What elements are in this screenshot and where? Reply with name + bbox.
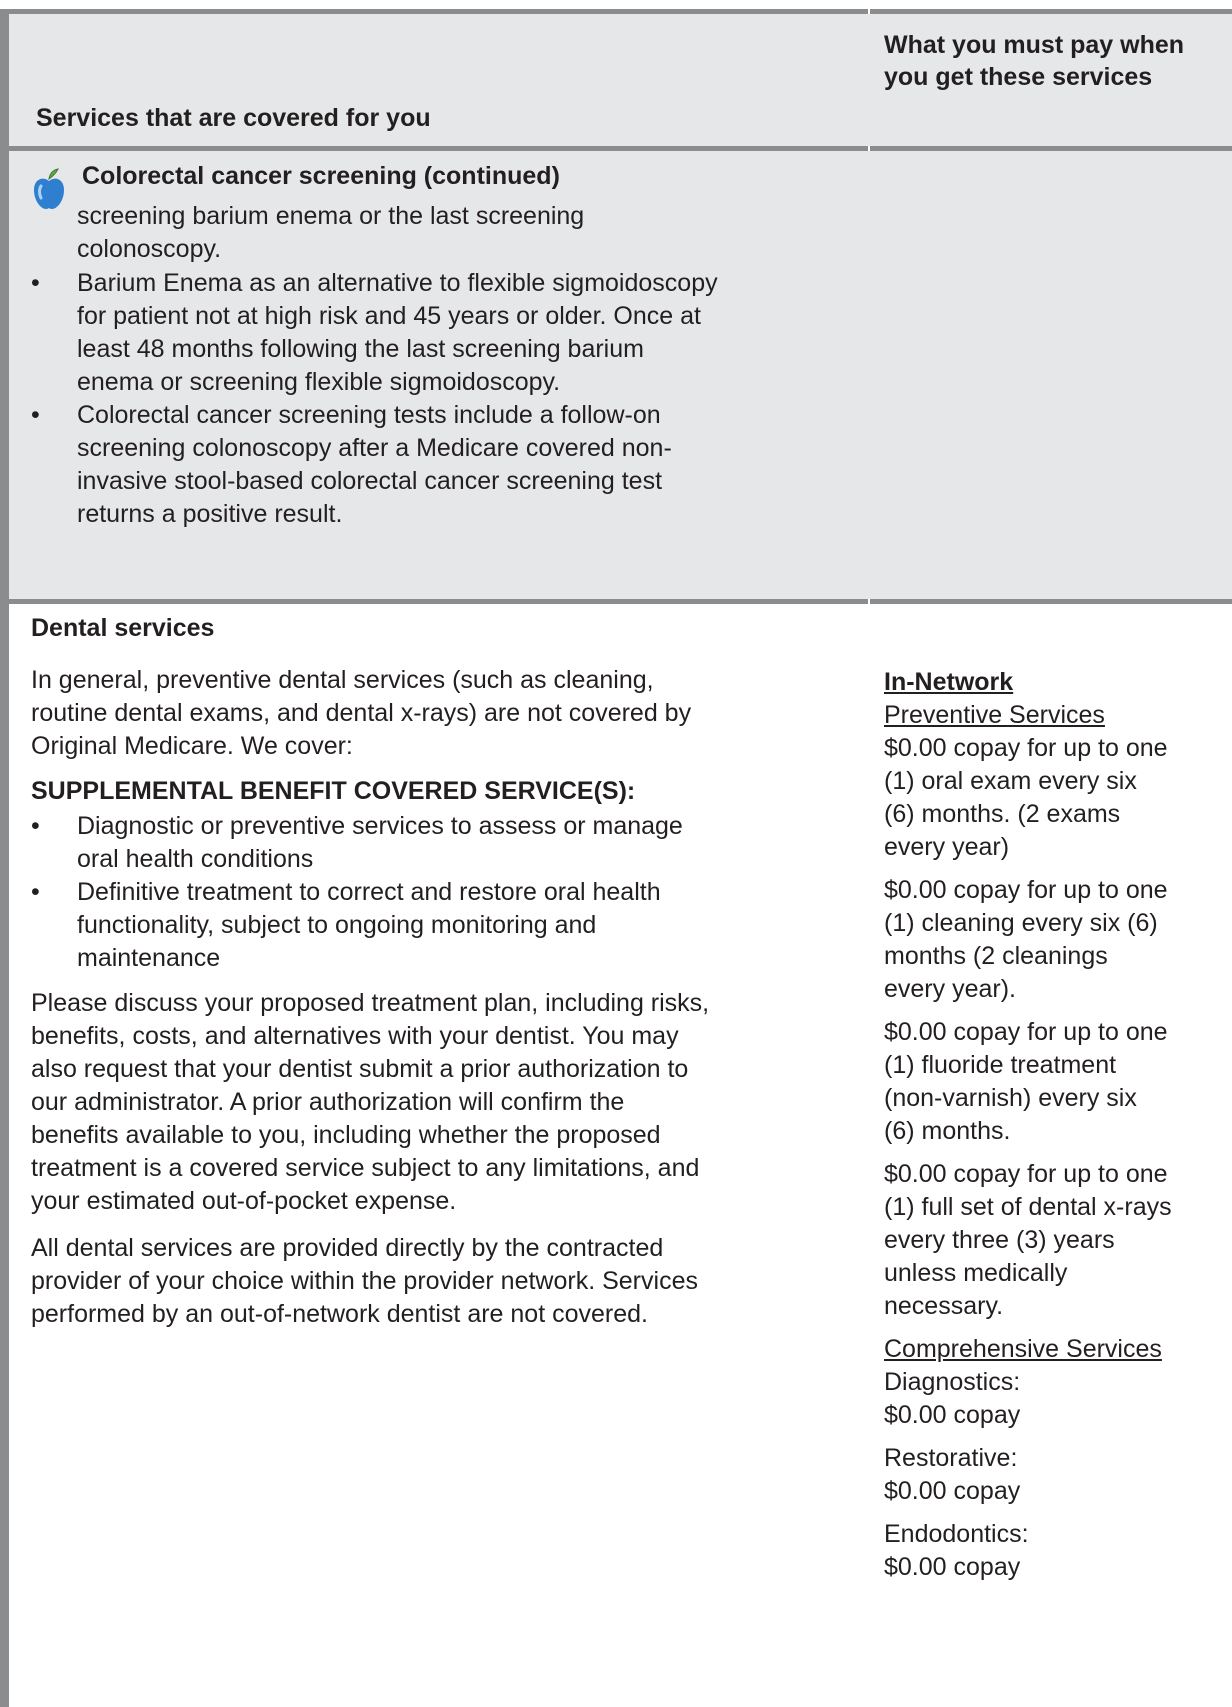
paragraph-line: provider of your choice within the provider network. Services [31, 1267, 698, 1295]
paragraph-line: benefits, costs, and alternatives with your dentist. You may [31, 1022, 679, 1050]
list-item-line: returns a positive result. [77, 500, 343, 528]
comprehensive-services-label: Comprehensive Services [884, 1335, 1162, 1363]
cost-line: unless medically [884, 1259, 1068, 1287]
cost-line: $0.00 copay [884, 1477, 1021, 1505]
cost-item [884, 1366, 1229, 1432]
list-item-line: invasive stool-based colorectal cancer screening test [77, 467, 663, 495]
cost-line: $0.00 copay for up to one [884, 1160, 1168, 1188]
paragraph-line: performed by an out-of-network dentist are not covered. [31, 1300, 648, 1328]
paragraph-line: our administrator. A prior authorization will confirm the [31, 1088, 625, 1116]
colorectal-bullet-list [31, 267, 831, 531]
list-item-line: maintenance [77, 944, 221, 972]
cost-line: $0.00 copay for up to one [884, 734, 1168, 762]
column-separator-header [868, 146, 870, 151]
cost-line: every year). [884, 975, 1016, 1003]
cost-line: $0.00 copay [884, 1401, 1021, 1429]
cost-line: (6) months. (2 exams [884, 800, 1121, 828]
list-item-line: functionality, subject to ongoing monitoring and [77, 911, 597, 939]
colorectal-intro-line: screening barium enema or the last screening [77, 202, 585, 230]
cost-line: (6) months. [884, 1117, 1011, 1145]
list-item-line: oral health conditions [77, 845, 314, 873]
dental-title: Dental services [31, 614, 215, 642]
list-item-line: • Barium Enema as an alternative to flexible sigmoidoscopy [77, 269, 718, 297]
list-item-line: screening colonoscopy after a Medicare covered non- [77, 434, 672, 462]
list-item-line: • Definitive treatment to correct and restore oral health [77, 878, 661, 906]
column-separator-top [868, 9, 870, 14]
list-item [31, 810, 831, 876]
cost-item [884, 732, 1229, 864]
cost-line: necessary. [884, 1292, 1004, 1320]
table-left-border [0, 9, 9, 1707]
list-item-line: • Diagnostic or preventive services to assess or manage [77, 812, 683, 840]
column-separator-row [868, 599, 870, 604]
column-header-services: Services that are covered for you [36, 104, 431, 132]
cost-item [884, 1016, 1229, 1148]
cost-item [884, 1518, 1229, 1584]
cost-line: Diagnostics: [884, 1368, 1021, 1396]
dental-cost-column [884, 666, 1229, 1594]
apple-icon [32, 168, 66, 210]
cost-item [884, 1158, 1229, 1323]
colorectal-intro [77, 200, 584, 266]
cost-line: (non-varnish) every six [884, 1084, 1137, 1112]
paragraph-line: routine dental exams, and dental x-rays) are not covered by [31, 699, 692, 727]
cost-line: months (2 cleanings [884, 942, 1108, 970]
cost-line: $0.00 copay for up to one [884, 1018, 1168, 1046]
list-item-line: enema or screening flexible sigmoidoscopy. [77, 368, 561, 396]
paragraph-line: benefits available to you, including whether the proposed [31, 1121, 661, 1149]
paragraph-line: In general, preventive dental services (such as cleaning, [31, 666, 654, 694]
list-item [31, 876, 831, 975]
dental-bullet-list [31, 810, 831, 975]
cost-line: (1) full set of dental x-rays [884, 1193, 1172, 1221]
cost-line: Endodontics: [884, 1520, 1029, 1548]
paragraph-line: also request that your dentist submit a prior authorization to [31, 1055, 689, 1083]
row-divider [0, 599, 1232, 604]
colorectal-title: Colorectal cancer screening (continued) [82, 162, 560, 190]
in-network-label: In-Network [884, 668, 1014, 696]
cost-line: (1) fluoride treatment [884, 1051, 1117, 1079]
cost-line: (1) oral exam every six [884, 767, 1137, 795]
colorectal-intro-line: colonoscopy. [77, 235, 222, 263]
list-item-line: • Colorectal cancer screening tests include a follow-on [77, 401, 661, 429]
cost-line: every three (3) years [884, 1226, 1115, 1254]
cost-line: (1) cleaning every six (6) [884, 909, 1158, 937]
cost-item [884, 874, 1229, 1006]
paragraph-line: your estimated out-of-pocket expense. [31, 1187, 457, 1215]
preventive-services-label: Preventive Services [884, 701, 1105, 729]
paragraph-line: Original Medicare. We cover: [31, 732, 353, 760]
list-item [31, 399, 831, 531]
paragraph-line: Please discuss your proposed treatment plan, including risks, [31, 989, 710, 1017]
cost-line: Restorative: [884, 1444, 1018, 1472]
cost-item [884, 1442, 1229, 1508]
dental-paragraph-network [31, 1232, 698, 1331]
dental-intro [31, 664, 691, 763]
list-item [31, 267, 831, 399]
cost-line: $0.00 copay [884, 1553, 1021, 1581]
paragraph-line: treatment is a covered service subject to any limitations, and [31, 1154, 700, 1182]
paragraph-line: All dental services are provided directly by the contracted [31, 1234, 664, 1262]
column-header-cost: What you must pay when you get these services [884, 31, 1185, 91]
dental-paragraph-authorization [31, 987, 709, 1218]
cost-line: $0.00 copay for up to one [884, 876, 1168, 904]
list-item-line: least 48 months following the last screening barium [77, 335, 644, 363]
supplemental-heading: SUPPLEMENTAL BENEFIT COVERED SERVICE(S): [31, 777, 636, 805]
cost-line: every year) [884, 833, 1010, 861]
list-item-line: for patient not at high risk and 45 years or older. Once at [77, 302, 701, 330]
